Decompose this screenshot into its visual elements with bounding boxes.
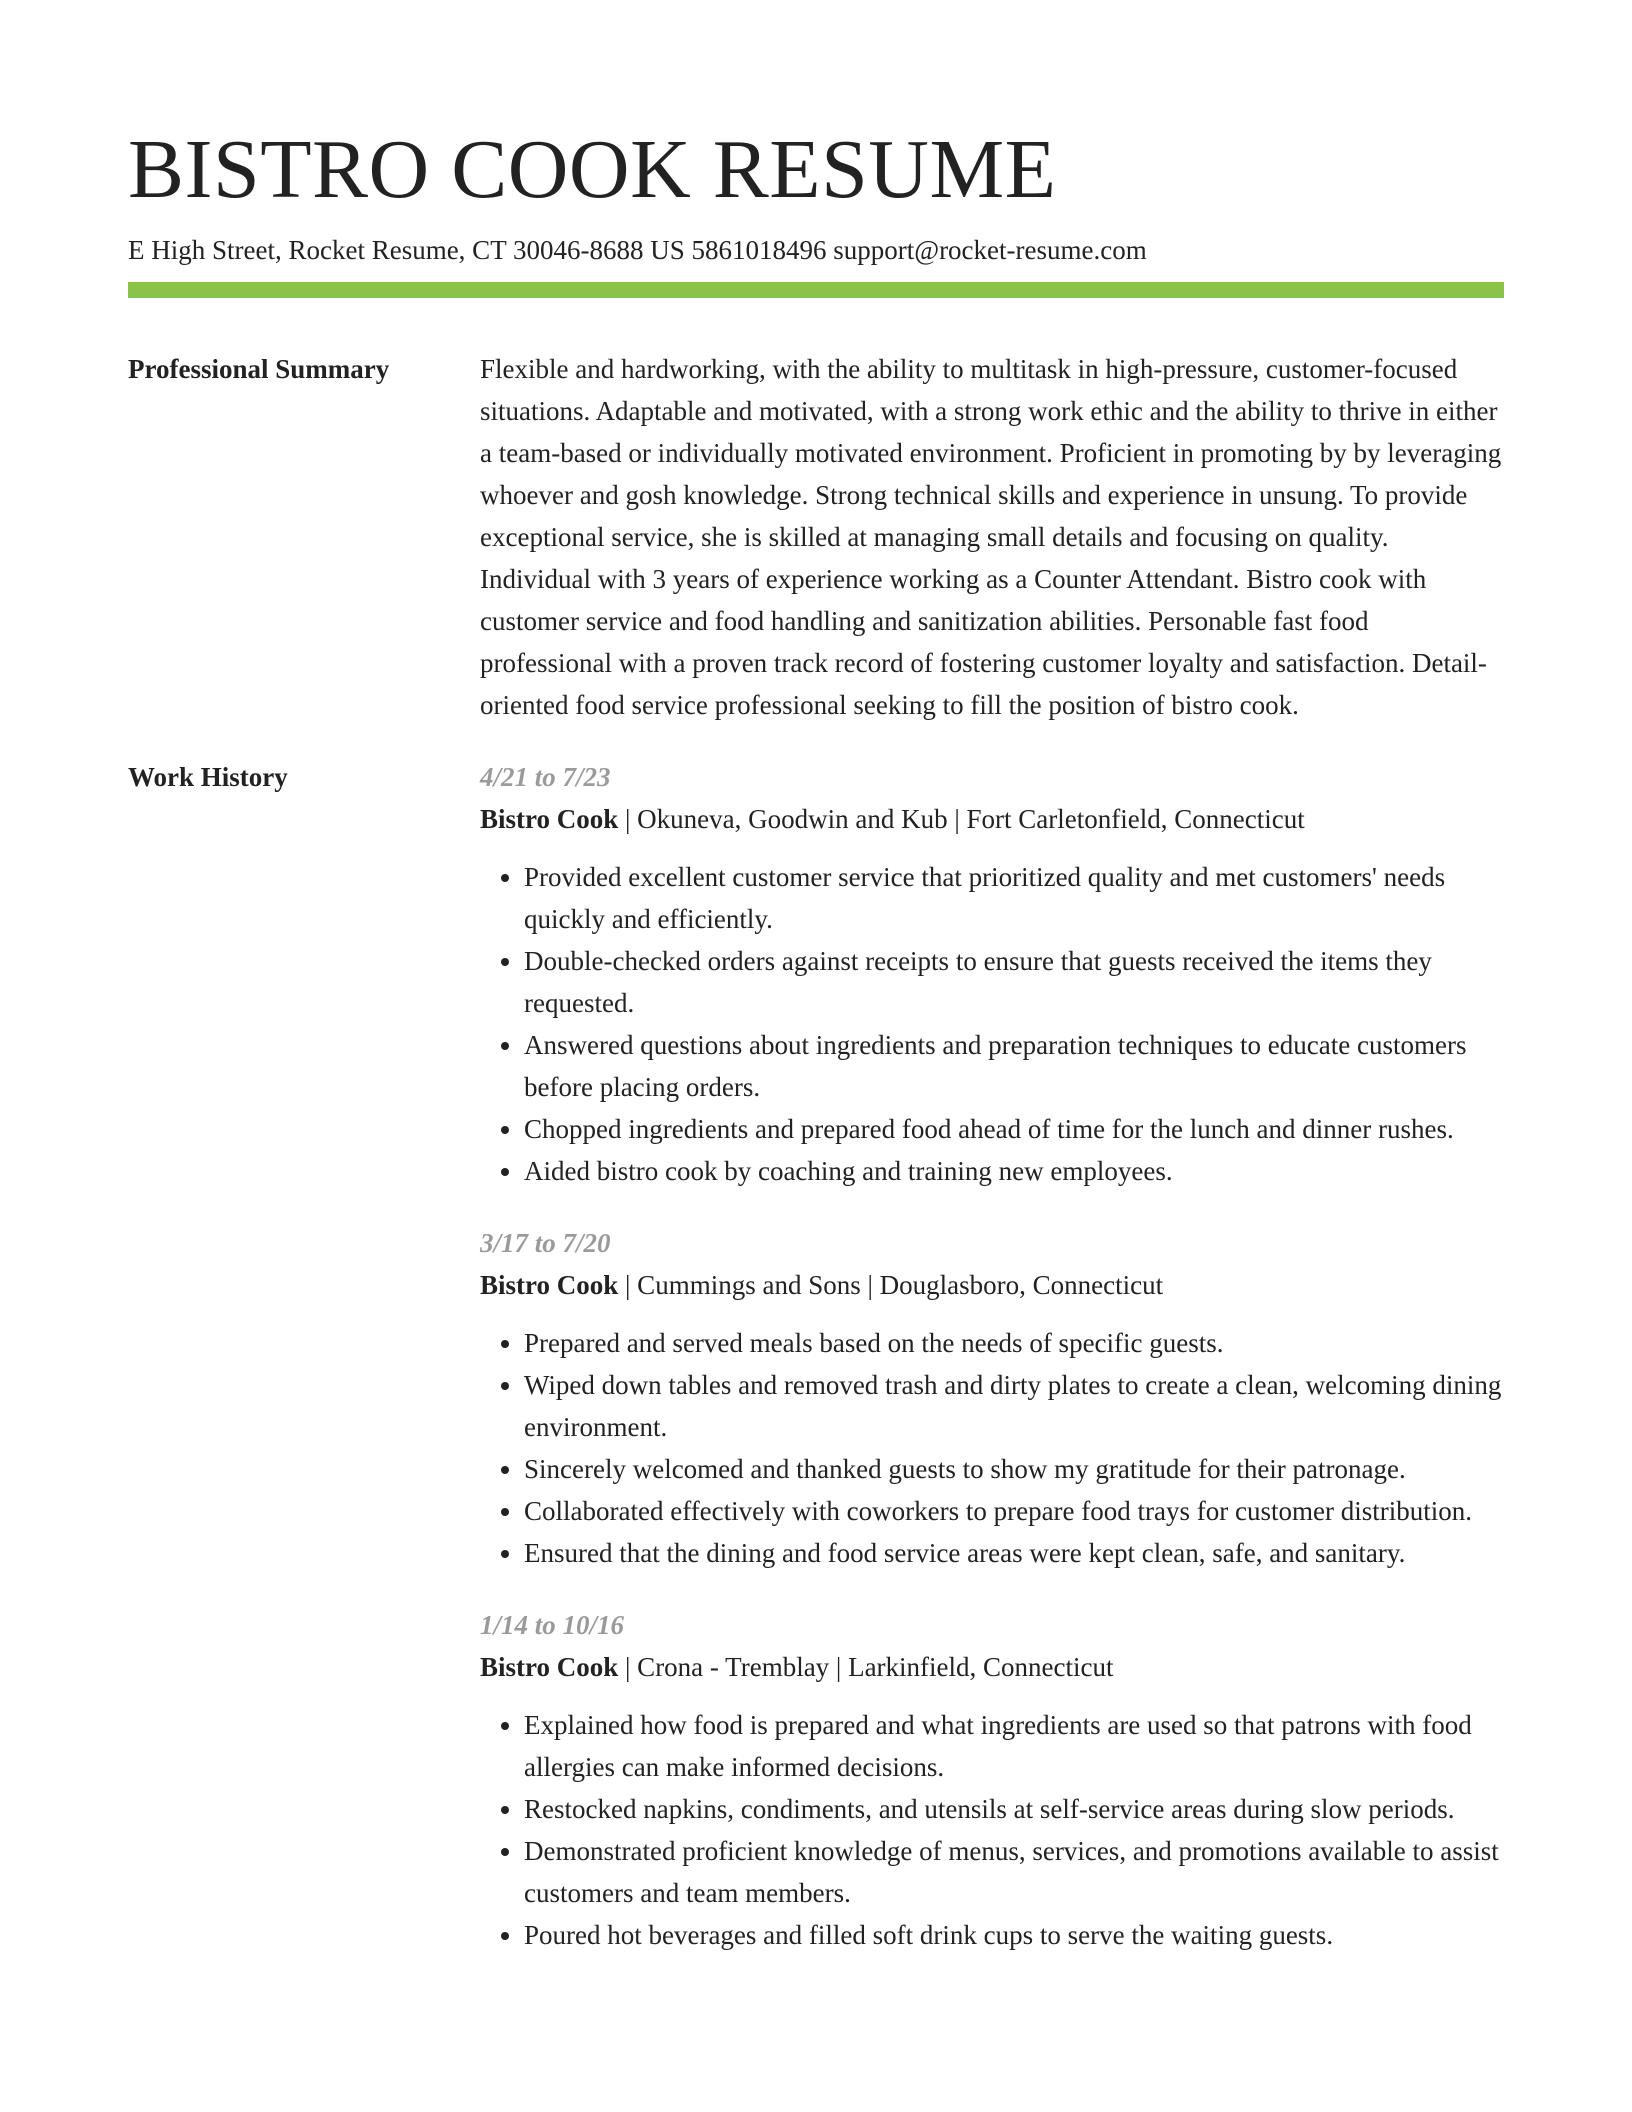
job-title: Bistro Cook [480,1652,619,1682]
accent-divider [128,282,1504,298]
job-duty-item: • Demonstrated proficient knowledge of menus, services, and promotions available to assist customers and team members. [524,1830,1504,1914]
work-history-section [128,756,1504,1986]
work-history-body [480,756,1504,1986]
job-duty-item: • Explained how food is prepared and what ingredients are used so that patrons with food allergies can make informed decisions. [524,1704,1504,1788]
job-duties-list [480,856,1504,1192]
job-duty-item: • Prepared and served meals based on the needs of specific guests. [524,1322,1504,1364]
job-entry [480,756,1504,1192]
job-entry [480,1222,1504,1574]
job-duties-list [480,1322,1504,1574]
job-employer-location: | Crona - Tremblay | Larkinfield, Connecticut [618,1652,1114,1682]
summary-body [480,348,1504,726]
job-dates: 3/17 to 7/20 [480,1228,611,1258]
job-duty-item: • Chopped ingredients and prepared food ahead of time for the lunch and dinner rushes. [524,1108,1504,1150]
resume-page [128,0,1504,1986]
contact-line: E High Street, Rocket Resume, CT 30046-8688 US 5861018496 support@rocket-resume.com [128,235,1147,265]
section-label-summary: Professional Summary [128,354,390,384]
job-employer-location: | Cummings and Sons | Douglasboro, Connecticut [618,1270,1164,1300]
job-duty-item: • Sincerely welcomed and thanked guests to show my gratitude for their patronage. [524,1448,1504,1490]
resume-title: BISTRO COOK RESUME [128,123,1057,216]
job-entry [480,1604,1504,1956]
job-heading [480,1264,1504,1306]
summary-text: Flexible and hardworking, with the ability to multitask in high-pressure, customer-focused situations. Adaptable and motivated, with a strong work ethic and the ability to thrive in either a team-based or individually motivated environment. Proficient in promoting by by leveraging whoever and gosh knowledge. Strong technical skills and experience in unsung. To provide exceptional service, she is skilled at managing small details and focusing on quality. Individual with 3 years of experience working as a Counter Attendant. Bistro cook with customer service and food handling and sanitization abilities. Personable fast food professional with a proven track record of fostering customer loyalty and satisfaction. Detail-oriented food service professional seeking to fill the position of bistro cook. [480,354,1502,720]
job-employer-location: | Okuneva, Goodwin and Kub | Fort Carletonfield, Connecticut [618,804,1305,834]
job-duty-item: • Double-checked orders against receipts to ensure that guests received the items they requested. [524,940,1504,1024]
professional-summary-section [128,348,1504,726]
job-heading [480,1646,1504,1688]
job-duty-item: • Collaborated effectively with coworkers to prepare food trays for customer distribution. [524,1490,1504,1532]
job-duty-item: • Restocked napkins, condiments, and utensils at self-service areas during slow periods. [524,1788,1504,1830]
job-duty-item: • Poured hot beverages and filled soft drink cups to serve the waiting guests. [524,1914,1504,1956]
job-duty-item: • Wiped down tables and removed trash and dirty plates to create a clean, welcoming dining environment. [524,1364,1504,1448]
job-duty-item: • Answered questions about ingredients and preparation techniques to educate customers before placing orders. [524,1024,1504,1108]
job-duty-item: • Aided bistro cook by coaching and training new employees. [524,1150,1504,1192]
job-dates: 1/14 to 10/16 [480,1610,625,1640]
job-title: Bistro Cook [480,1270,619,1300]
job-title: Bistro Cook [480,804,619,834]
job-duty-item: • Ensured that the dining and food service areas were kept clean, safe, and sanitary. [524,1532,1504,1574]
job-dates: 4/21 to 7/23 [480,762,611,792]
job-duties-list [480,1704,1504,1956]
job-duty-item: • Provided excellent customer service that prioritized quality and met customers' needs quickly and efficiently. [524,856,1504,940]
section-label-work-history: Work History [128,762,288,792]
job-heading [480,798,1504,840]
